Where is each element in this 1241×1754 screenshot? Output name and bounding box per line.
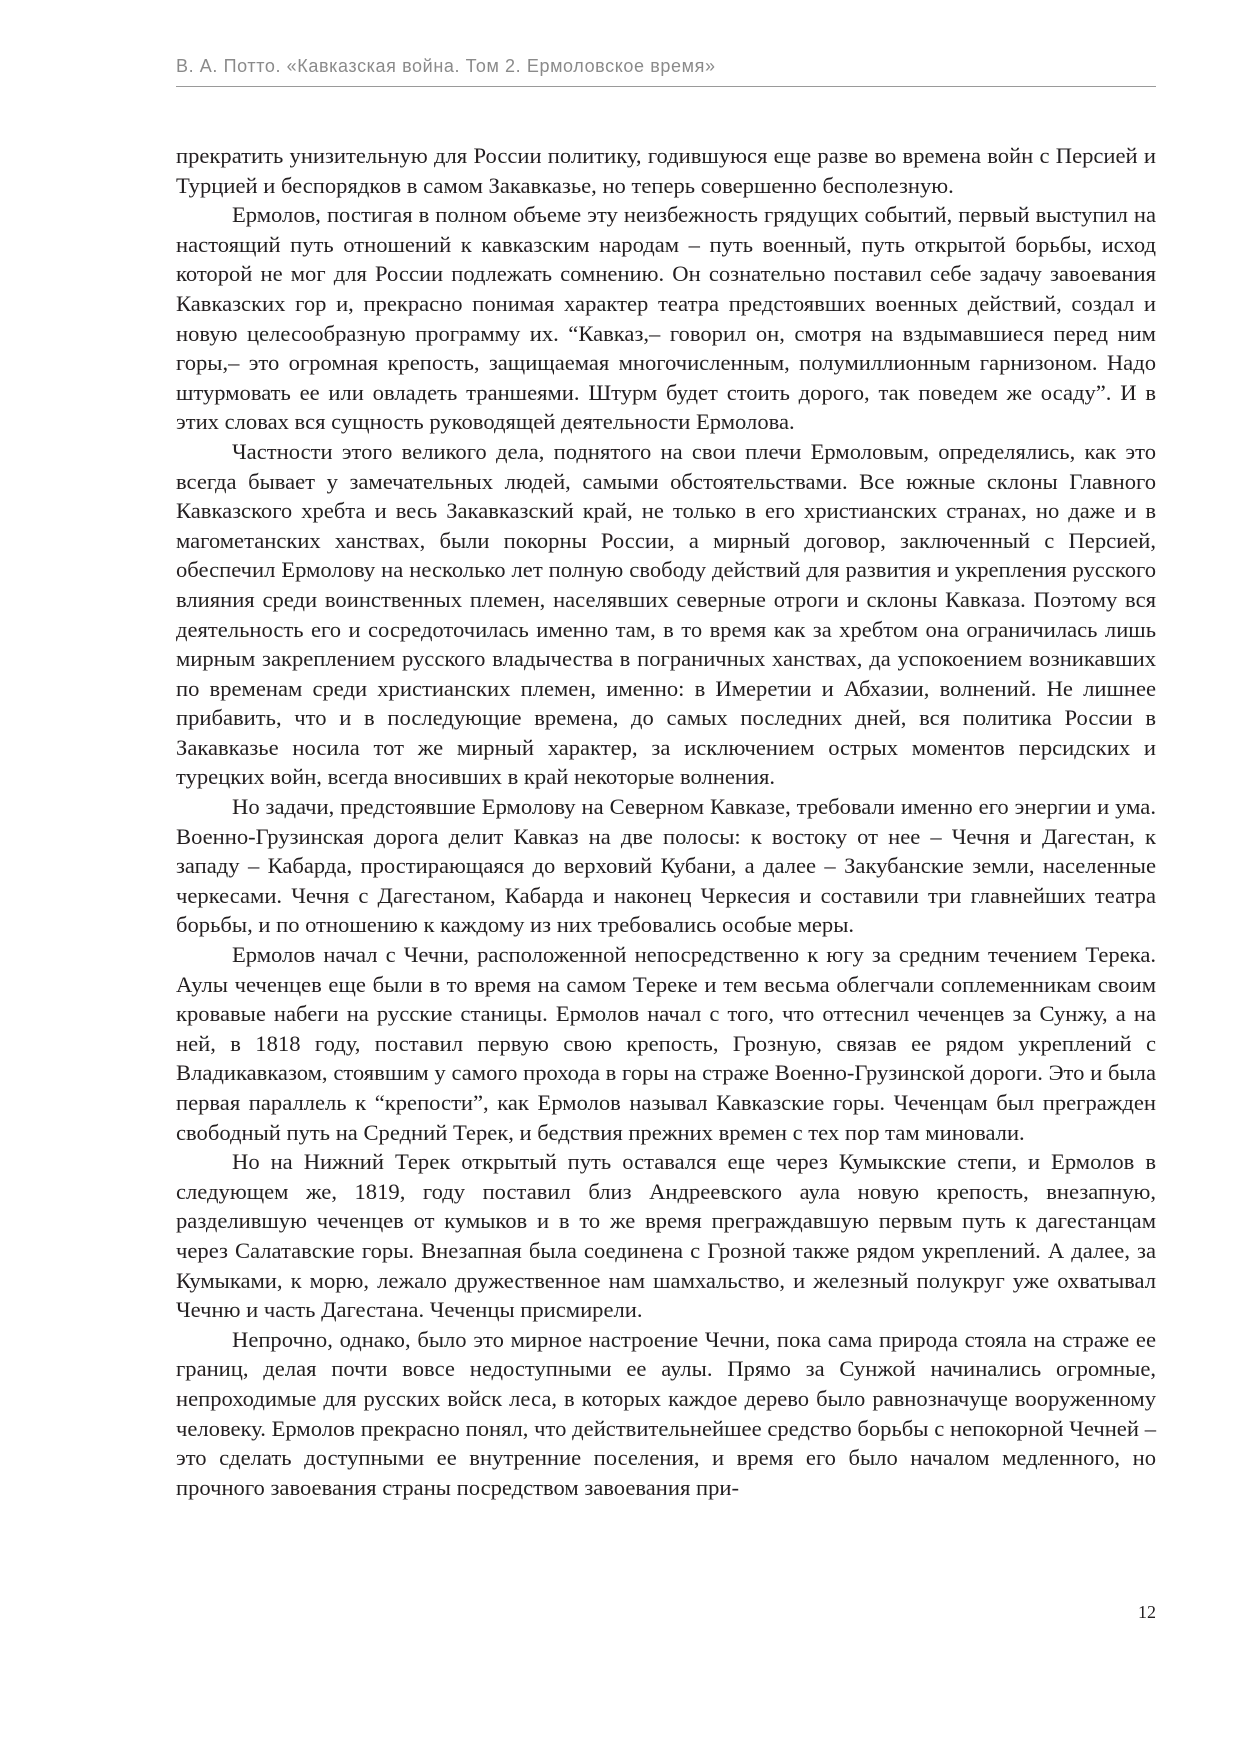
paragraph: Но на Нижний Терек открытый путь оставался еще через Кумыкские степи, и Ермолов в следующем же, 1819, году поставил близ Андреевского аула новую крепость, внезапную, разделившую чеченцев от кумыков и в то же время преграждавшую первым путь к дагестанцам через Салатавские горы. Внезапная была соединена с Грозной также рядом укреплений. А далее, за Кумыками, к морю, лежало дружественное нам шамхальство, и железный полукруг уже охватывал Чечню и часть Дагестана. Чеченцы присмирели. (176, 1149, 1156, 1323)
header-rule (176, 86, 1156, 87)
paragraph-continuation: прекратить унизительную для России политику, годившуюся еще разве во времена войн с Персией и Турцией и беспорядков в самом Закавказье, но теперь совершенно бесполезную. (176, 143, 1156, 198)
paragraph: Ермолов, постигая в полном объеме эту неизбежность грядущих событий, первый выступил на настоящий путь отношений к кавказским народам – путь военный, путь открытой борьбы, исход которой не мог для России подлежать сомнению. Он сознательно поставил себе задачу завоевания Кавказских гор и, прекрасно понимая характер театра предстоявших военных действий, создал и новую целесообразную программу их. “Кавказ,– говорил он, смотря на вздымавшиеся перед ним горы,– это огромная крепость, защищаемая многочисленным, полумиллионным гарнизоном. Надо штурмовать ее или овладеть траншеями. Штурм будет стоить дорого, так поведем же осаду”. И в этих словах вся сущность руководящей деятельности Ермолова. (176, 202, 1156, 435)
paragraph: Но задачи, предстоявшие Ермолову на Северном Кавказе, требовали именно его энергии и ума. Военно-Грузинская дорога делит Кавказ на две полосы: к востоку от нее – Чечня и Дагестан, к западу – Кабарда, простирающаяся до верховий Кубани, а далее – Закубанские земли, населенные черкесами. Чечня с Дагестаном, Кабарда и наконец Черкесия и составили три главнейших театра борьбы, и по отношению к каждому из них требовались особые меры. (176, 794, 1156, 938)
paragraph: Частности этого великого дела, поднятого на свои плечи Ермоловым, определялись, как это всегда бывает у замечательных людей, самыми обстоятельствами. Все южные склоны Главного Кавказского хребта и весь Закавказский край, не только в его христианских странах, но даже и в магометанских ханствах, были покорны России, а мирный договор, заключенный с Персией, обеспечил Ермолову на несколько лет полную свободу действий для развития и укрепления русского влияния среди воинственных племен, населявших северные отроги и склоны Кавказа. Поэтому вся деятельность его и сосредоточилась именно там, в то время как за хребтом она ограничилась лишь мирным закреплением русского владычества в пограничных ханствах, да успокоением возникавших по временам среди христианских племен, именно: в Имеретии и Абхазии, волнений. Не лишнее прибавить, что и в последующие времена, до самых последних дней, вся политика России в Закавказье носила тот же мирный характер, за исключением острых моментов персидских и турецких войн, всегда вносивших в край некоторые волнения. (176, 438, 1156, 790)
body-text (176, 141, 1156, 1502)
paragraph: Непрочно, однако, было это мирное настроение Чечни, пока сама природа стояла на страже ее границ, делая почти вовсе недоступными ее аулы. Прямо за Сунжой начинались огромные, непроходимые для русских войск леса, в которых каждое дерево было равнозначуще вооруженному человеку. Ермолов прекрасно понял, что действительнейшее средство борьбы с непокорной Чечней – это сделать доступными ее внутренние поселения, и время его было началом медленного, но прочного завоевания страны посредством завоевания при- (176, 1326, 1156, 1500)
running-header: В. А. Потто. «Кавказская война. Том 2. Ермоловское время» (176, 56, 716, 76)
page-number: 12 (1138, 1602, 1156, 1622)
paragraph: Ермолов начал с Чечни, расположенной непосредственно к югу за средним течением Терека. Аулы чеченцев еще были в то время на самом Тереке и тем весьма облегчали соплеменникам своим кровавые набеги на русские станицы. Ермолов начал с того, что оттеснил чеченцев за Сунжу, а на ней, в 1818 году, поставил первую свою крепость, Грозную, связав ее рядом укреплений с Владикавказом, стоявшим у самого прохода в горы на страже Военно-Грузинской дороги. Это и была первая параллель к “крепости”, как Ермолов называл Кавказские горы. Чеченцам был прегражден свободный путь на Средний Терек, и бедствия прежних времен с тех пор там миновали. (176, 942, 1156, 1145)
